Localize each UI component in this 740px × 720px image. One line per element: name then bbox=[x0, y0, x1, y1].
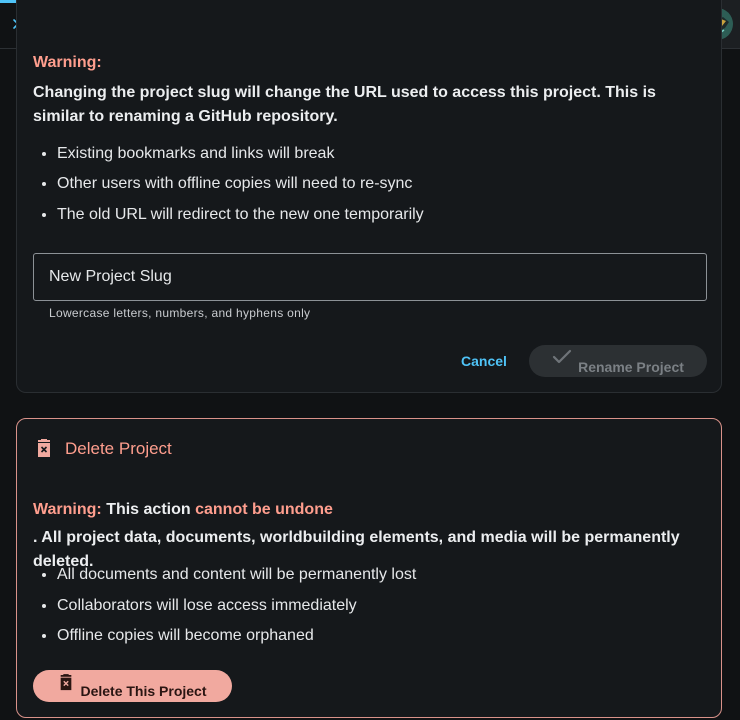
delete-icon bbox=[35, 439, 53, 459]
delete-consequences-list bbox=[17, 565, 740, 646]
cancel-button-label: Cancel bbox=[461, 353, 507, 369]
rename-warning-label: Warning: bbox=[33, 54, 102, 71]
delete-warning-text-2: . All project data, documents, worldbuilding elements, and media will be permanently deleted. bbox=[33, 529, 680, 570]
delete-project-title: Delete Project bbox=[65, 439, 172, 458]
delete-project-card bbox=[16, 418, 722, 718]
delete-warning-emphasis: cannot be undone bbox=[195, 501, 333, 518]
list-item: • Offline copies will become orphaned bbox=[57, 626, 740, 646]
rename-consequences-list bbox=[17, 144, 740, 225]
rename-project-button[interactable] bbox=[529, 345, 707, 377]
check-icon bbox=[552, 349, 572, 365]
delete-icon bbox=[58, 674, 74, 692]
rename-project-label: Rename Project bbox=[578, 359, 684, 375]
delete-warning-label: Warning: bbox=[33, 501, 102, 518]
delete-warning-text-1: This action bbox=[106, 501, 191, 518]
list-item: • All documents and content will be permanently lost bbox=[57, 565, 740, 585]
rename-project-card bbox=[16, 0, 722, 393]
new-project-slug-field[interactable] bbox=[33, 253, 707, 301]
list-item: • The old URL will redirect to the new one temporarily bbox=[57, 205, 740, 225]
delete-project-header bbox=[35, 439, 172, 459]
new-project-slug-input[interactable] bbox=[49, 268, 706, 286]
rename-warning-text: Changing the project slug will change the URL used to access this project. This is similar to renaming a GitHub repository. bbox=[33, 84, 656, 125]
slug-hint: Lowercase letters, numbers, and hyphens only bbox=[49, 306, 311, 320]
delete-this-project-label: Delete This Project bbox=[80, 683, 207, 699]
list-item: • Collaborators will lose access immediately bbox=[57, 596, 740, 616]
list-item: • Other users with offline copies will need to re-sync bbox=[57, 174, 740, 194]
list-item: • Existing bookmarks and links will break bbox=[57, 144, 740, 164]
delete-this-project-button[interactable] bbox=[33, 670, 232, 702]
delete-warning-line bbox=[33, 498, 333, 522]
cancel-button[interactable] bbox=[449, 348, 519, 374]
